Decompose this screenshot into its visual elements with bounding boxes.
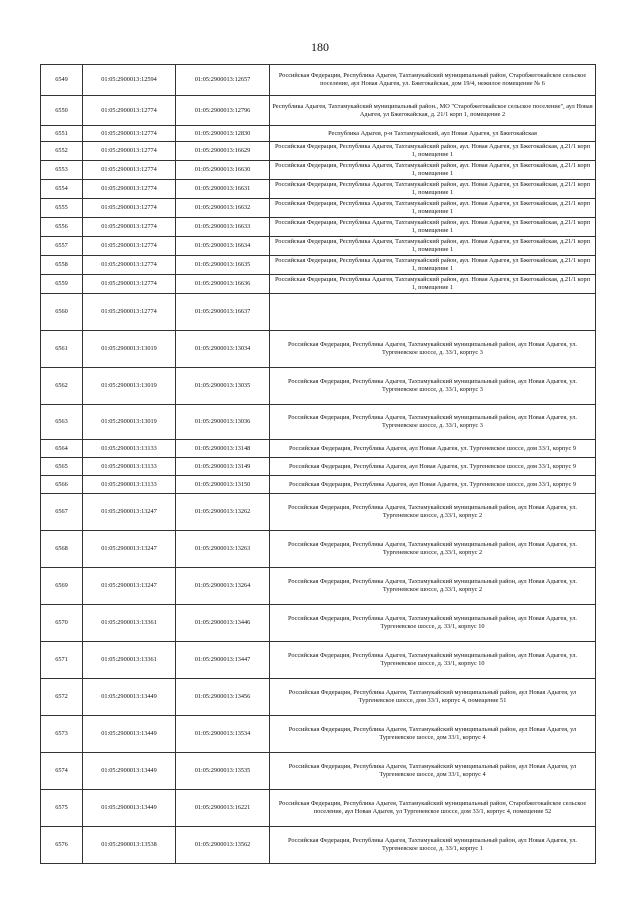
cadastral-number-cell: 01:05:2900013:13034 (176, 331, 270, 368)
address-cell: Российская Федерация, Республика Адыгея, Тахтамукайский муниципальный район, аул Новая Адыгея, ул. Тургеневское шоссе, д.33/1, корпус 2 (270, 494, 596, 531)
row-number-cell: 6549 (41, 65, 83, 96)
parent-cadastral-number-cell: 01:05:2900013:12774 (83, 275, 176, 294)
address-cell: Российская Федерация, Республика Адыгея, аул Новая Адыгея, ул. Тургеневское шоссе, дом 33/1, корпус 9 (270, 440, 596, 458)
parent-cadastral-number-cell: 01:05:2900013:13247 (83, 531, 176, 568)
table-row (41, 827, 596, 864)
cadastral-number-cell: 01:05:2900013:13262 (176, 494, 270, 531)
cadastral-number-cell: 01:05:2900013:13149 (176, 458, 270, 476)
table-row (41, 753, 596, 790)
parent-cadastral-number-cell: 01:05:2900013:12774 (83, 199, 176, 218)
table-row (41, 458, 596, 476)
row-number-cell: 6550 (41, 96, 83, 126)
row-number-cell: 6572 (41, 679, 83, 716)
parent-cadastral-number-cell: 01:05:2900013:13449 (83, 753, 176, 790)
parent-cadastral-number-cell: 01:05:2900013:13133 (83, 476, 176, 494)
row-number-cell: 6564 (41, 440, 83, 458)
cadastral-number-cell: 01:05:2900013:13263 (176, 531, 270, 568)
table-row (41, 199, 596, 218)
parent-cadastral-number-cell: 01:05:2900013:12774 (83, 161, 176, 180)
address-cell: Российская Федерация, Республика Адыгея, Тахтамукайский муниципальный район, аул Новая Адыгея, ул. Тургеневское шоссе, д.33/1, корпус 2 (270, 568, 596, 605)
address-cell: Республика Адыгея, р-н Тахтамукайский, аул Новая Адыгея, ул Бжегокайская (270, 126, 596, 142)
row-number-cell: 6553 (41, 161, 83, 180)
cadastral-number-cell: 01:05:2900013:16629 (176, 142, 270, 161)
row-number-cell: 6560 (41, 294, 83, 331)
address-cell: Российская Федерация, Республика Адыгея, Тахтамукайский муниципальный район, Старобжегокайское сельское поселение, аул Новая Адыгея, ул. Бжегокайская, дом 19/4, нежилое помещение № 6 (270, 65, 596, 96)
cadastral-number-cell: 01:05:2900013:16636 (176, 275, 270, 294)
page-number: 180 (311, 40, 329, 54)
cadastral-number-cell: 01:05:2900013:16631 (176, 180, 270, 199)
row-number-cell: 6556 (41, 218, 83, 237)
address-cell: Российская Федерация, Республика Адыгея, Тахтамукайский муниципальный район, аул Новая Адыгея, ул. Тургеневское шоссе, д. 33/1, корпус 1 (270, 827, 596, 864)
row-number-cell: 6571 (41, 642, 83, 679)
row-number-cell: 6575 (41, 790, 83, 827)
address-cell: Российская Федерация, Республика Адыгея, аул Новая Адыгея, ул. Тургеневское шоссе, дом 33/1, корпус 9 (270, 476, 596, 494)
parent-cadastral-number-cell: 01:05:2900013:12774 (83, 294, 176, 331)
address-cell: Российская Федерация, Республика Адыгея, Тахтамукайский муниципальный район, Старобжегокайское сельское поселение, аул Новая Адыгея, ул Тургеневское шоссе, дом 33/1, корпус 4, помещение 52 (270, 790, 596, 827)
address-cell: Российская Федерация, Республика Адыгея, аул Новая Адыгея, ул. Тургеневское шоссе, дом 33/1, корпус 9 (270, 458, 596, 476)
cadastral-number-cell: 01:05:2900013:13535 (176, 753, 270, 790)
cadastral-number-cell: 01:05:2900013:13456 (176, 679, 270, 716)
cadastral-number-cell: 01:05:2900013:16637 (176, 294, 270, 331)
address-cell: Российская Федерация, Республика Адыгея, Тахтамукайский район, аул. Новая Адыгея, ул Бжегокайская, д.21/1 корп 1, помещение 1 (270, 180, 596, 199)
row-number-cell: 6554 (41, 180, 83, 199)
row-number-cell: 6562 (41, 368, 83, 405)
parent-cadastral-number-cell: 01:05:2900013:13538 (83, 827, 176, 864)
table-row (41, 440, 596, 458)
table-row (41, 790, 596, 827)
table-row (41, 679, 596, 716)
table-row (41, 180, 596, 199)
table-row (41, 405, 596, 440)
parent-cadastral-number-cell: 01:05:2900013:13019 (83, 405, 176, 440)
address-cell: Республика Адыгея, Тахтамукайский муниципальный район., МО "Старобжегокайское сельское поселение", аул Новая Адыгея, ул Бжегокайская, д. 21/1 корп 1, помещение 2 (270, 96, 596, 126)
parent-cadastral-number-cell: 01:05:2900013:13133 (83, 440, 176, 458)
cadastral-number-cell: 01:05:2900013:13447 (176, 642, 270, 679)
parent-cadastral-number-cell: 01:05:2900013:13449 (83, 716, 176, 753)
cadastral-number-cell: 01:05:2900013:16221 (176, 790, 270, 827)
table-row (41, 294, 596, 331)
row-number-cell: 6569 (41, 568, 83, 605)
parent-cadastral-number-cell: 01:05:2900013:12774 (83, 218, 176, 237)
table-row (41, 716, 596, 753)
parent-cadastral-number-cell: 01:05:2900013:13247 (83, 494, 176, 531)
registry-table (40, 64, 596, 864)
address-cell: Российская Федерация, Республика Адыгея, Тахтамукайский район, аул. Новая Адыгея, ул Бжегокайская, д.21/1 корп 1, помещение 1 (270, 256, 596, 275)
table-row (41, 331, 596, 368)
parent-cadastral-number-cell: 01:05:2900013:13247 (83, 568, 176, 605)
cadastral-number-cell: 01:05:2900013:13264 (176, 568, 270, 605)
table-row (41, 531, 596, 568)
table-row (41, 126, 596, 142)
row-number-cell: 6565 (41, 458, 83, 476)
registry-table-body (41, 65, 596, 864)
row-number-cell: 6567 (41, 494, 83, 531)
cadastral-number-cell: 01:05:2900013:13035 (176, 368, 270, 405)
address-cell: Российская Федерация, Республика Адыгея, Тахтамукайский муниципальный район, аул Новая Адыгея, ул Тургеневское шоссе, дом 33/1, корпус 4 (270, 716, 596, 753)
row-number-cell: 6559 (41, 275, 83, 294)
cadastral-number-cell: 01:05:2900013:13534 (176, 716, 270, 753)
parent-cadastral-number-cell: 01:05:2900013:13449 (83, 679, 176, 716)
address-cell: Российская Федерация, Республика Адыгея, Тахтамукайский район, аул. Новая Адыгея, ул Бжегокайская, д.21/1 корп 1, помещение 1 (270, 218, 596, 237)
parent-cadastral-number-cell: 01:05:2900013:12594 (83, 65, 176, 96)
table-row (41, 275, 596, 294)
parent-cadastral-number-cell: 01:05:2900013:12774 (83, 96, 176, 126)
row-number-cell: 6570 (41, 605, 83, 642)
table-row (41, 237, 596, 256)
table-row (41, 368, 596, 405)
table-row (41, 161, 596, 180)
address-cell: Российская Федерация, Республика Адыгея, Тахтамукайский район, аул. Новая Адыгея, ул Бжегокайская, д.21/1 корп 1, помещение 1 (270, 275, 596, 294)
address-cell: Российская Федерация, Республика Адыгея, Тахтамукайский муниципальный район, аул Новая Адыгея, ул Тургеневское шоссе, дом 33/1, корпус 4, помещение 51 (270, 679, 596, 716)
parent-cadastral-number-cell: 01:05:2900013:12774 (83, 237, 176, 256)
table-row (41, 642, 596, 679)
row-number-cell: 6573 (41, 716, 83, 753)
address-cell: Российская Федерация, Республика Адыгея, Тахтамукайский район, аул. Новая Адыгея, ул Бжегокайская, д.21/1 корп 1, помещение 1 (270, 237, 596, 256)
address-cell: Российская Федерация, Республика Адыгея, Тахтамукайский муниципальный район, аул Новая Адыгея, ул Тургеневское шоссе, дом 33/1, корпус 4 (270, 753, 596, 790)
address-cell: Российская Федерация, Республика Адыгея, Тахтамукайский район, аул. Новая Адыгея, ул Бжегокайская, д.21/1 корп 1, помещение 1 (270, 199, 596, 218)
row-number-cell: 6552 (41, 142, 83, 161)
row-number-cell: 6566 (41, 476, 83, 494)
cadastral-number-cell: 01:05:2900013:16635 (176, 256, 270, 275)
row-number-cell: 6563 (41, 405, 83, 440)
row-number-cell: 6561 (41, 331, 83, 368)
cadastral-number-cell: 01:05:2900013:16632 (176, 199, 270, 218)
row-number-cell: 6551 (41, 126, 83, 142)
address-cell: Российская Федерация, Республика Адыгея, Тахтамукайский муниципальный район, аул Новая Адыгея, ул. Тургеневское шоссе, д.33/1, корпус 2 (270, 531, 596, 568)
table-row (41, 476, 596, 494)
row-number-cell: 6568 (41, 531, 83, 568)
parent-cadastral-number-cell: 01:05:2900013:12774 (83, 256, 176, 275)
parent-cadastral-number-cell: 01:05:2900013:12774 (83, 180, 176, 199)
cadastral-number-cell: 01:05:2900013:12830 (176, 126, 270, 142)
table-row (41, 142, 596, 161)
cadastral-number-cell: 01:05:2900013:13446 (176, 605, 270, 642)
row-number-cell: 6557 (41, 237, 83, 256)
row-number-cell: 6558 (41, 256, 83, 275)
address-cell: Российская Федерация, Республика Адыгея, Тахтамукайский муниципальный район, аул Новая Адыгея, ул. Тургеневское шоссе, д. 33/1, корпус 10 (270, 642, 596, 679)
address-cell: Российская Федерация, Республика Адыгея, Тахтамукайский муниципальный район, аул Новая Адыгея, ул. Тургеневское шоссе, д. 33/1, корпус 10 (270, 605, 596, 642)
table-row (41, 96, 596, 126)
parent-cadastral-number-cell: 01:05:2900013:13133 (83, 458, 176, 476)
parent-cadastral-number-cell: 01:05:2900013:13361 (83, 642, 176, 679)
cadastral-number-cell: 01:05:2900013:16630 (176, 161, 270, 180)
address-cell: Российская Федерация, Республика Адыгея, Тахтамукайский район, аул. Новая Адыгея, ул Бжегокайская, д.21/1 корп 1, помещение 1 (270, 161, 596, 180)
address-cell: Российская Федерация, Республика Адыгея, Тахтамукайский муниципальный район, аул Новая Адыгея, ул. Тургеневское шоссе, д. 33/1, корпус 3 (270, 331, 596, 368)
parent-cadastral-number-cell: 01:05:2900013:12774 (83, 142, 176, 161)
parent-cadastral-number-cell: 01:05:2900013:13449 (83, 790, 176, 827)
address-cell: Российская Федерация, Республика Адыгея, Тахтамукайский муниципальный район, аул Новая Адыгея, ул. Тургеневское шоссе, д. 33/1, корпус 3 (270, 405, 596, 440)
address-cell: Российская Федерация, Республика Адыгея, Тахтамукайский муниципальный район, аул Новая Адыгея, ул. Тургеневское шоссе, д. 33/1, корпус 3 (270, 368, 596, 405)
cadastral-number-cell: 01:05:2900013:13036 (176, 405, 270, 440)
row-number-cell: 6574 (41, 753, 83, 790)
parent-cadastral-number-cell: 01:05:2900013:13019 (83, 331, 176, 368)
table-row (41, 65, 596, 96)
row-number-cell: 6555 (41, 199, 83, 218)
table-row (41, 494, 596, 531)
parent-cadastral-number-cell: 01:05:2900013:13361 (83, 605, 176, 642)
cadastral-number-cell: 01:05:2900013:13562 (176, 827, 270, 864)
table-row (41, 256, 596, 275)
parent-cadastral-number-cell: 01:05:2900013:13019 (83, 368, 176, 405)
row-number-cell: 6576 (41, 827, 83, 864)
cadastral-number-cell: 01:05:2900013:12796 (176, 96, 270, 126)
cadastral-number-cell: 01:05:2900013:16633 (176, 218, 270, 237)
table-row (41, 605, 596, 642)
table-row (41, 568, 596, 605)
cadastral-number-cell: 01:05:2900013:16634 (176, 237, 270, 256)
table-row (41, 218, 596, 237)
parent-cadastral-number-cell: 01:05:2900013:12774 (83, 126, 176, 142)
cadastral-number-cell: 01:05:2900013:13150 (176, 476, 270, 494)
address-cell: Российская Федерация, Республика Адыгея, Тахтамукайский район, аул. Новая Адыгея, ул Бжегокайская, д.21/1 корп 1, помещение 1 (270, 142, 596, 161)
address-cell (270, 294, 596, 331)
cadastral-number-cell: 01:05:2900013:13148 (176, 440, 270, 458)
cadastral-number-cell: 01:05:2900013:12657 (176, 65, 270, 96)
